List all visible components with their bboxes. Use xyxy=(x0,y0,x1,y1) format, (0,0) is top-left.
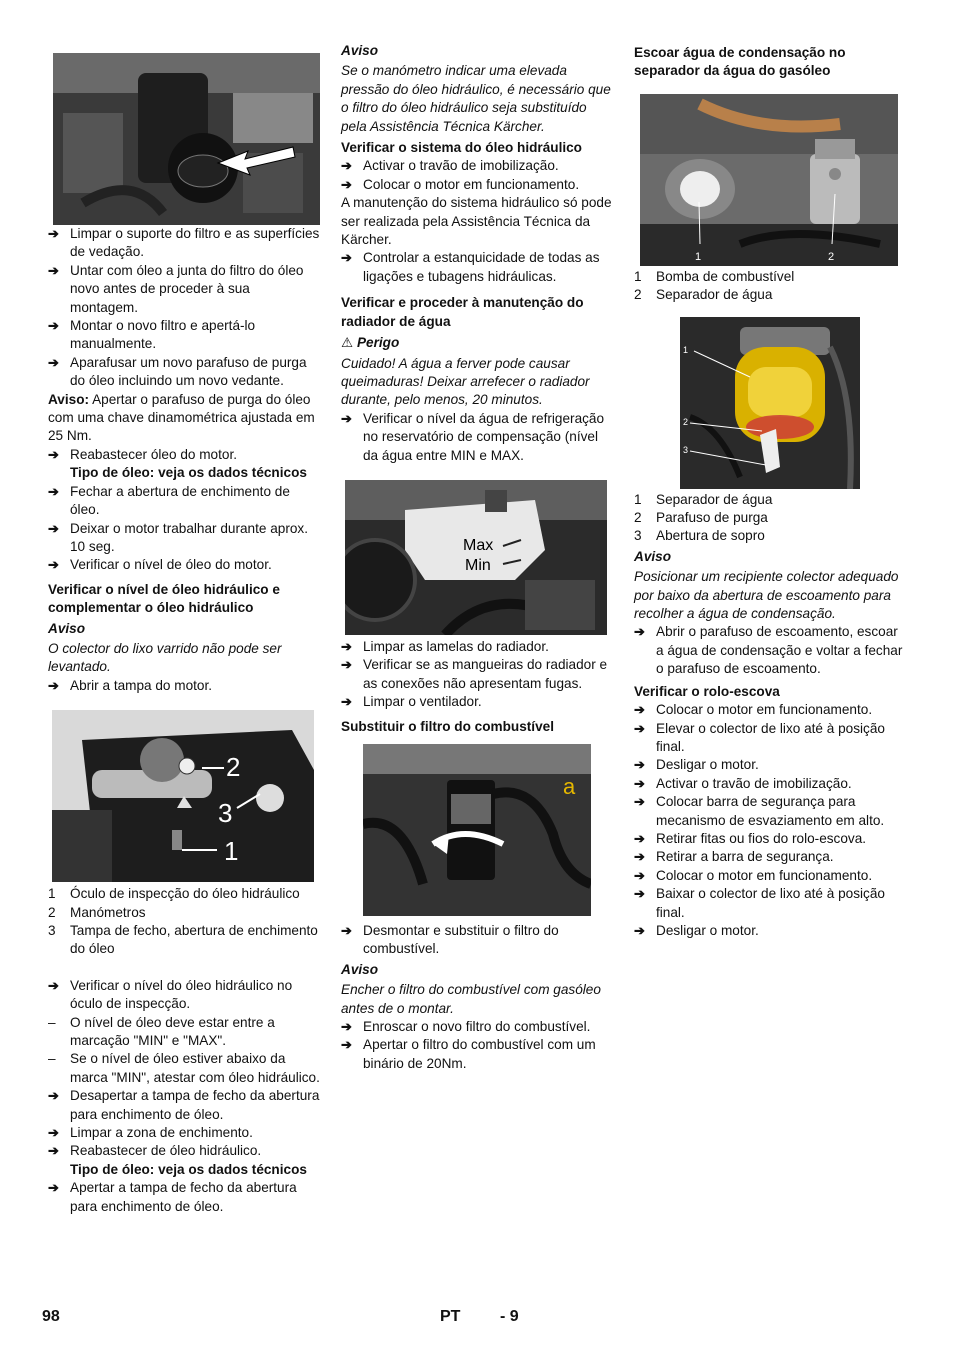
legend-item: 2 Manómetros xyxy=(48,904,146,920)
perigo-label: ⚠ Perigo xyxy=(341,335,400,351)
photo-label: 2 xyxy=(828,250,835,263)
arrow-right-icon: ➔ xyxy=(634,757,645,773)
arrow-right-icon: ➔ xyxy=(341,250,352,266)
arrow-right-icon: ➔ xyxy=(341,176,352,192)
arrow-right-icon: ➔ xyxy=(48,483,59,499)
steps-b xyxy=(341,638,613,712)
hydraulic-tank-photo-icon xyxy=(52,710,314,882)
steps-brush xyxy=(634,701,906,940)
aviso-label: Aviso xyxy=(341,961,379,977)
heading-hydraulic-oil: Verificar o nível de óleo hidráulico e complementar o óleo hidráulico xyxy=(48,581,280,616)
oil-type-note: Tipo de óleo: veja os dados técnicos xyxy=(70,465,307,481)
list-item: ➔ Verificar o nível de óleo do motor. xyxy=(48,556,320,574)
arrow-right-icon: ➔ xyxy=(341,657,352,673)
list-item: ➔ Reabastecer óleo do motor. xyxy=(48,446,320,464)
list-item: ➔ Baixar o colector de lixo até à posição final. xyxy=(634,885,906,922)
list-item: ➔ Colocar o motor em funcionamento. xyxy=(341,176,613,194)
list-item: ➔ Abrir o parafuso de escoamento, escoar a água de condensação e voltar a fechar o parafuso de escoamento. xyxy=(634,623,906,678)
arrow-right-icon: ➔ xyxy=(634,702,645,718)
aviso-text: Se o manómetro indicar uma elevada pressão do óleo hidráulico, é necessário que o filtro do óleo hidráulico seja substituído pela Assistência Técnica Kärcher. xyxy=(341,63,611,134)
list-item: ➔ Desmontar e substituir o filtro do combustível. xyxy=(341,922,613,959)
min-marker: Min xyxy=(465,556,491,574)
arrow-right-icon: ➔ xyxy=(48,977,59,993)
photo-label: 1 xyxy=(695,250,702,263)
oil-type-note: Tipo de óleo: veja os dados técnicos xyxy=(70,1161,307,1177)
arrow-right-icon: ➔ xyxy=(341,410,352,426)
arrow-right-icon: ➔ xyxy=(634,775,645,791)
photo-fuel-pump xyxy=(640,94,898,266)
list-item: ➔ Limpar o suporte do filtro e as superfícies de vedação. xyxy=(48,225,320,262)
photo-label: 1 xyxy=(224,836,239,867)
arrow-right-icon: ➔ xyxy=(48,557,59,573)
legend-item: 3 Abertura de sopro xyxy=(634,528,765,544)
fuel-pump-photo-icon xyxy=(640,94,898,266)
engine-photo-icon xyxy=(53,53,320,225)
heading-brush-roller: Verificar o rolo-escova xyxy=(634,683,780,699)
arrow-right-icon: ➔ xyxy=(48,354,59,370)
column-3 xyxy=(634,42,906,940)
perigo-text: Cuidado! A água a ferver pode causar queimaduras! Deixar arrefecer o radiador durante, pelo menos, 20 minutos. xyxy=(341,355,590,408)
list-item: ➔ Retirar a barra de segurança. xyxy=(634,848,906,866)
column-1 xyxy=(48,42,320,1216)
photo-label: 2 xyxy=(683,416,689,427)
list-item: ➔ Abrir a tampa do motor. xyxy=(48,677,320,695)
list-item: ➔ Activar o travão de imobilização. xyxy=(634,775,906,793)
list-item: ➔ Verificar se as mangueiras do radiador e as conexões não apresentam fugas. xyxy=(341,656,613,693)
arrow-right-icon: ➔ xyxy=(48,1180,59,1196)
list-item: ➔ Verificar o nível do óleo hidráulico no óculo de inspecção. xyxy=(48,977,320,1014)
aviso-label: Aviso xyxy=(634,548,672,564)
list-item: ➔ Enroscar o novo filtro do combustível. xyxy=(341,1018,613,1036)
arrow-right-icon: ➔ xyxy=(634,886,645,902)
arrow-right-icon: ➔ xyxy=(48,446,59,462)
list-item: – O nível de óleo deve estar entre a marcação "MIN" e "MAX". xyxy=(48,1014,275,1048)
list-item: ➔ Deixar o motor trabalhar durante aprox. 10 seg. xyxy=(48,520,320,557)
arrow-right-icon: ➔ xyxy=(48,226,59,241)
aviso-label: Aviso xyxy=(48,620,86,636)
aviso-paragraph: Aviso: Apertar o parafuso de purga do óleo com uma chave dinamométrica ajustada em 25 Nm. xyxy=(48,391,315,444)
arrow-right-icon: ➔ xyxy=(634,830,645,846)
arrow-right-icon: ➔ xyxy=(341,1019,352,1034)
paragraph: A manutenção do sistema hidráulico só pode ser realizada pela Assistência Técnica da Kärcher. xyxy=(341,195,612,248)
arrow-right-icon: ➔ xyxy=(341,158,352,174)
fuel-filter-photo-icon xyxy=(363,744,591,916)
legend-fuel-pump xyxy=(634,268,906,305)
legend-item: 1 Bomba de combustível xyxy=(634,268,795,284)
list-item: ➔ Colocar barra de segurança para mecanismo de esvaziamento em alto. xyxy=(634,793,906,830)
arrow-right-icon: ➔ xyxy=(341,922,352,938)
legend-item: 1 Óculo de inspecção do óleo hidráulico xyxy=(48,886,300,902)
arrow-right-icon: ➔ xyxy=(48,1088,59,1104)
legend-water-separator xyxy=(634,491,906,546)
column-2 xyxy=(341,42,613,1073)
list-item: ➔ Controlar a estanquicidade de todas as ligações e tubagens hidráulicas. xyxy=(341,249,613,286)
aviso-text: Encher o filtro do combustível com gasóleo antes de o montar. xyxy=(341,982,601,1016)
list-item: ➔ Aparafusar um novo parafuso de purga do óleo incluindo um novo vedante. xyxy=(48,354,320,391)
list-item: ➔ Colocar o motor em funcionamento. xyxy=(634,867,906,885)
legend-item: 2 Parafuso de purga xyxy=(634,510,768,526)
section-page: - 9 xyxy=(500,1308,519,1325)
photo-water-separator xyxy=(680,317,860,489)
list-item: ➔ Fechar a abertura de enchimento de óleo. xyxy=(48,483,320,520)
max-marker: Max xyxy=(463,536,494,554)
photo-label: 3 xyxy=(683,444,689,455)
arrow-right-icon: ➔ xyxy=(48,1125,59,1141)
arrow-right-icon: ➔ xyxy=(341,694,352,710)
arrow-right-icon: ➔ xyxy=(634,849,645,865)
arrow-right-icon: ➔ xyxy=(48,520,59,536)
legend-hydraulic xyxy=(48,885,320,959)
photo-label: 2 xyxy=(226,752,241,783)
arrow-right-icon: ➔ xyxy=(48,262,59,278)
photo-label: 3 xyxy=(218,798,233,829)
list-item: ➔ Desligar o motor. xyxy=(634,922,906,940)
aviso-text: O colector do lixo varrido não pode ser levantado. xyxy=(48,640,282,675)
list-item: ➔ Montar o novo filtro e apertá-lo manualmente. xyxy=(48,317,320,354)
photo-label: 1 xyxy=(683,344,689,355)
heading-fuel-filter: Substituir o filtro do combustível xyxy=(341,718,554,734)
page-number: 98 xyxy=(42,1308,60,1325)
arrow-right-icon: ➔ xyxy=(341,1037,352,1053)
photo-hydraulic-tank xyxy=(52,710,314,882)
list-item: ➔ Activar o travão de imobilização. xyxy=(341,157,613,175)
arrow-right-icon: ➔ xyxy=(634,922,645,938)
arrow-right-icon: ➔ xyxy=(634,794,645,810)
list-item: – Se o nível de óleo estiver abaixo da marca "MIN", atestar com óleo hidráulico. xyxy=(48,1051,320,1085)
list-item: ➔ Limpar as lamelas do radiador. xyxy=(341,638,613,656)
list-item: ➔ Apertar o filtro do combustível com um binário de 20Nm. xyxy=(341,1036,613,1073)
list-item: ➔ Retirar fitas ou fios do rolo-escova. xyxy=(634,830,906,848)
photo-fuel-filter xyxy=(363,744,591,916)
arrow-right-icon: ➔ xyxy=(634,624,645,640)
coolant-reservoir-photo-icon xyxy=(345,480,607,635)
list-item: ➔ Colocar o motor em funcionamento. xyxy=(634,701,906,719)
arrow-right-icon: ➔ xyxy=(634,867,645,883)
list-item: ➔ Desligar o motor. xyxy=(634,756,906,774)
legend-item: 2 Separador de água xyxy=(634,287,773,303)
photo-oil-filter xyxy=(53,53,320,225)
list-item: ➔ Untar com óleo a junta do filtro do óleo novo antes de proceder à sua montagem. xyxy=(48,262,320,317)
language-code: PT xyxy=(440,1308,461,1325)
list-item: ➔ Apertar a tampa de fecho da abertura para enchimento de óleo. xyxy=(48,1179,320,1216)
legend-item: 1 Separador de água xyxy=(634,491,773,507)
arrow-right-icon: ➔ xyxy=(48,677,59,693)
list-item: ➔ Elevar o colector de lixo até à posição final. xyxy=(634,720,906,757)
aviso-label: Aviso xyxy=(341,43,379,58)
arrow-right-icon: ➔ xyxy=(48,318,59,334)
arrow-right-icon: ➔ xyxy=(341,638,352,654)
list-item: ➔ Verificar o nível da água de refrigeração no reservatório de compensação (nível da água entre MIN e MAX. xyxy=(341,410,613,465)
legend-item: 3 Tampa de fecho, abertura de enchimento do óleo xyxy=(48,922,318,957)
list-item: ➔ Desapertar a tampa de fecho da abertura para enchimento de óleo. xyxy=(48,1087,320,1124)
list-item: ➔ Limpar o ventilador. xyxy=(341,693,613,711)
steps-a xyxy=(48,225,320,391)
heading-radiator: Verificar e proceder à manutenção do radiador de água xyxy=(341,295,584,329)
heading-drain-condensation: Escoar água de condensação no separador da água do gasóleo xyxy=(634,45,846,79)
arrow-right-icon: ➔ xyxy=(634,720,645,736)
svg-text:a: a xyxy=(563,773,576,799)
water-separator-photo-icon xyxy=(680,317,860,489)
warning-icon: ⚠ xyxy=(341,335,354,351)
photo-coolant-reservoir xyxy=(345,480,607,635)
aviso-text: Posicionar um recipiente colector adequado por baixo da abertura de escoamento para recolher a água de condensação. xyxy=(634,569,899,622)
heading-hydraulic-system: Verificar o sistema do óleo hidráulico xyxy=(341,140,582,156)
list-item: ➔ Reabastecer de óleo hidráulico. xyxy=(48,1142,320,1160)
list-item: ➔ Limpar a zona de enchimento. xyxy=(48,1124,320,1142)
arrow-right-icon: ➔ xyxy=(48,1143,59,1159)
